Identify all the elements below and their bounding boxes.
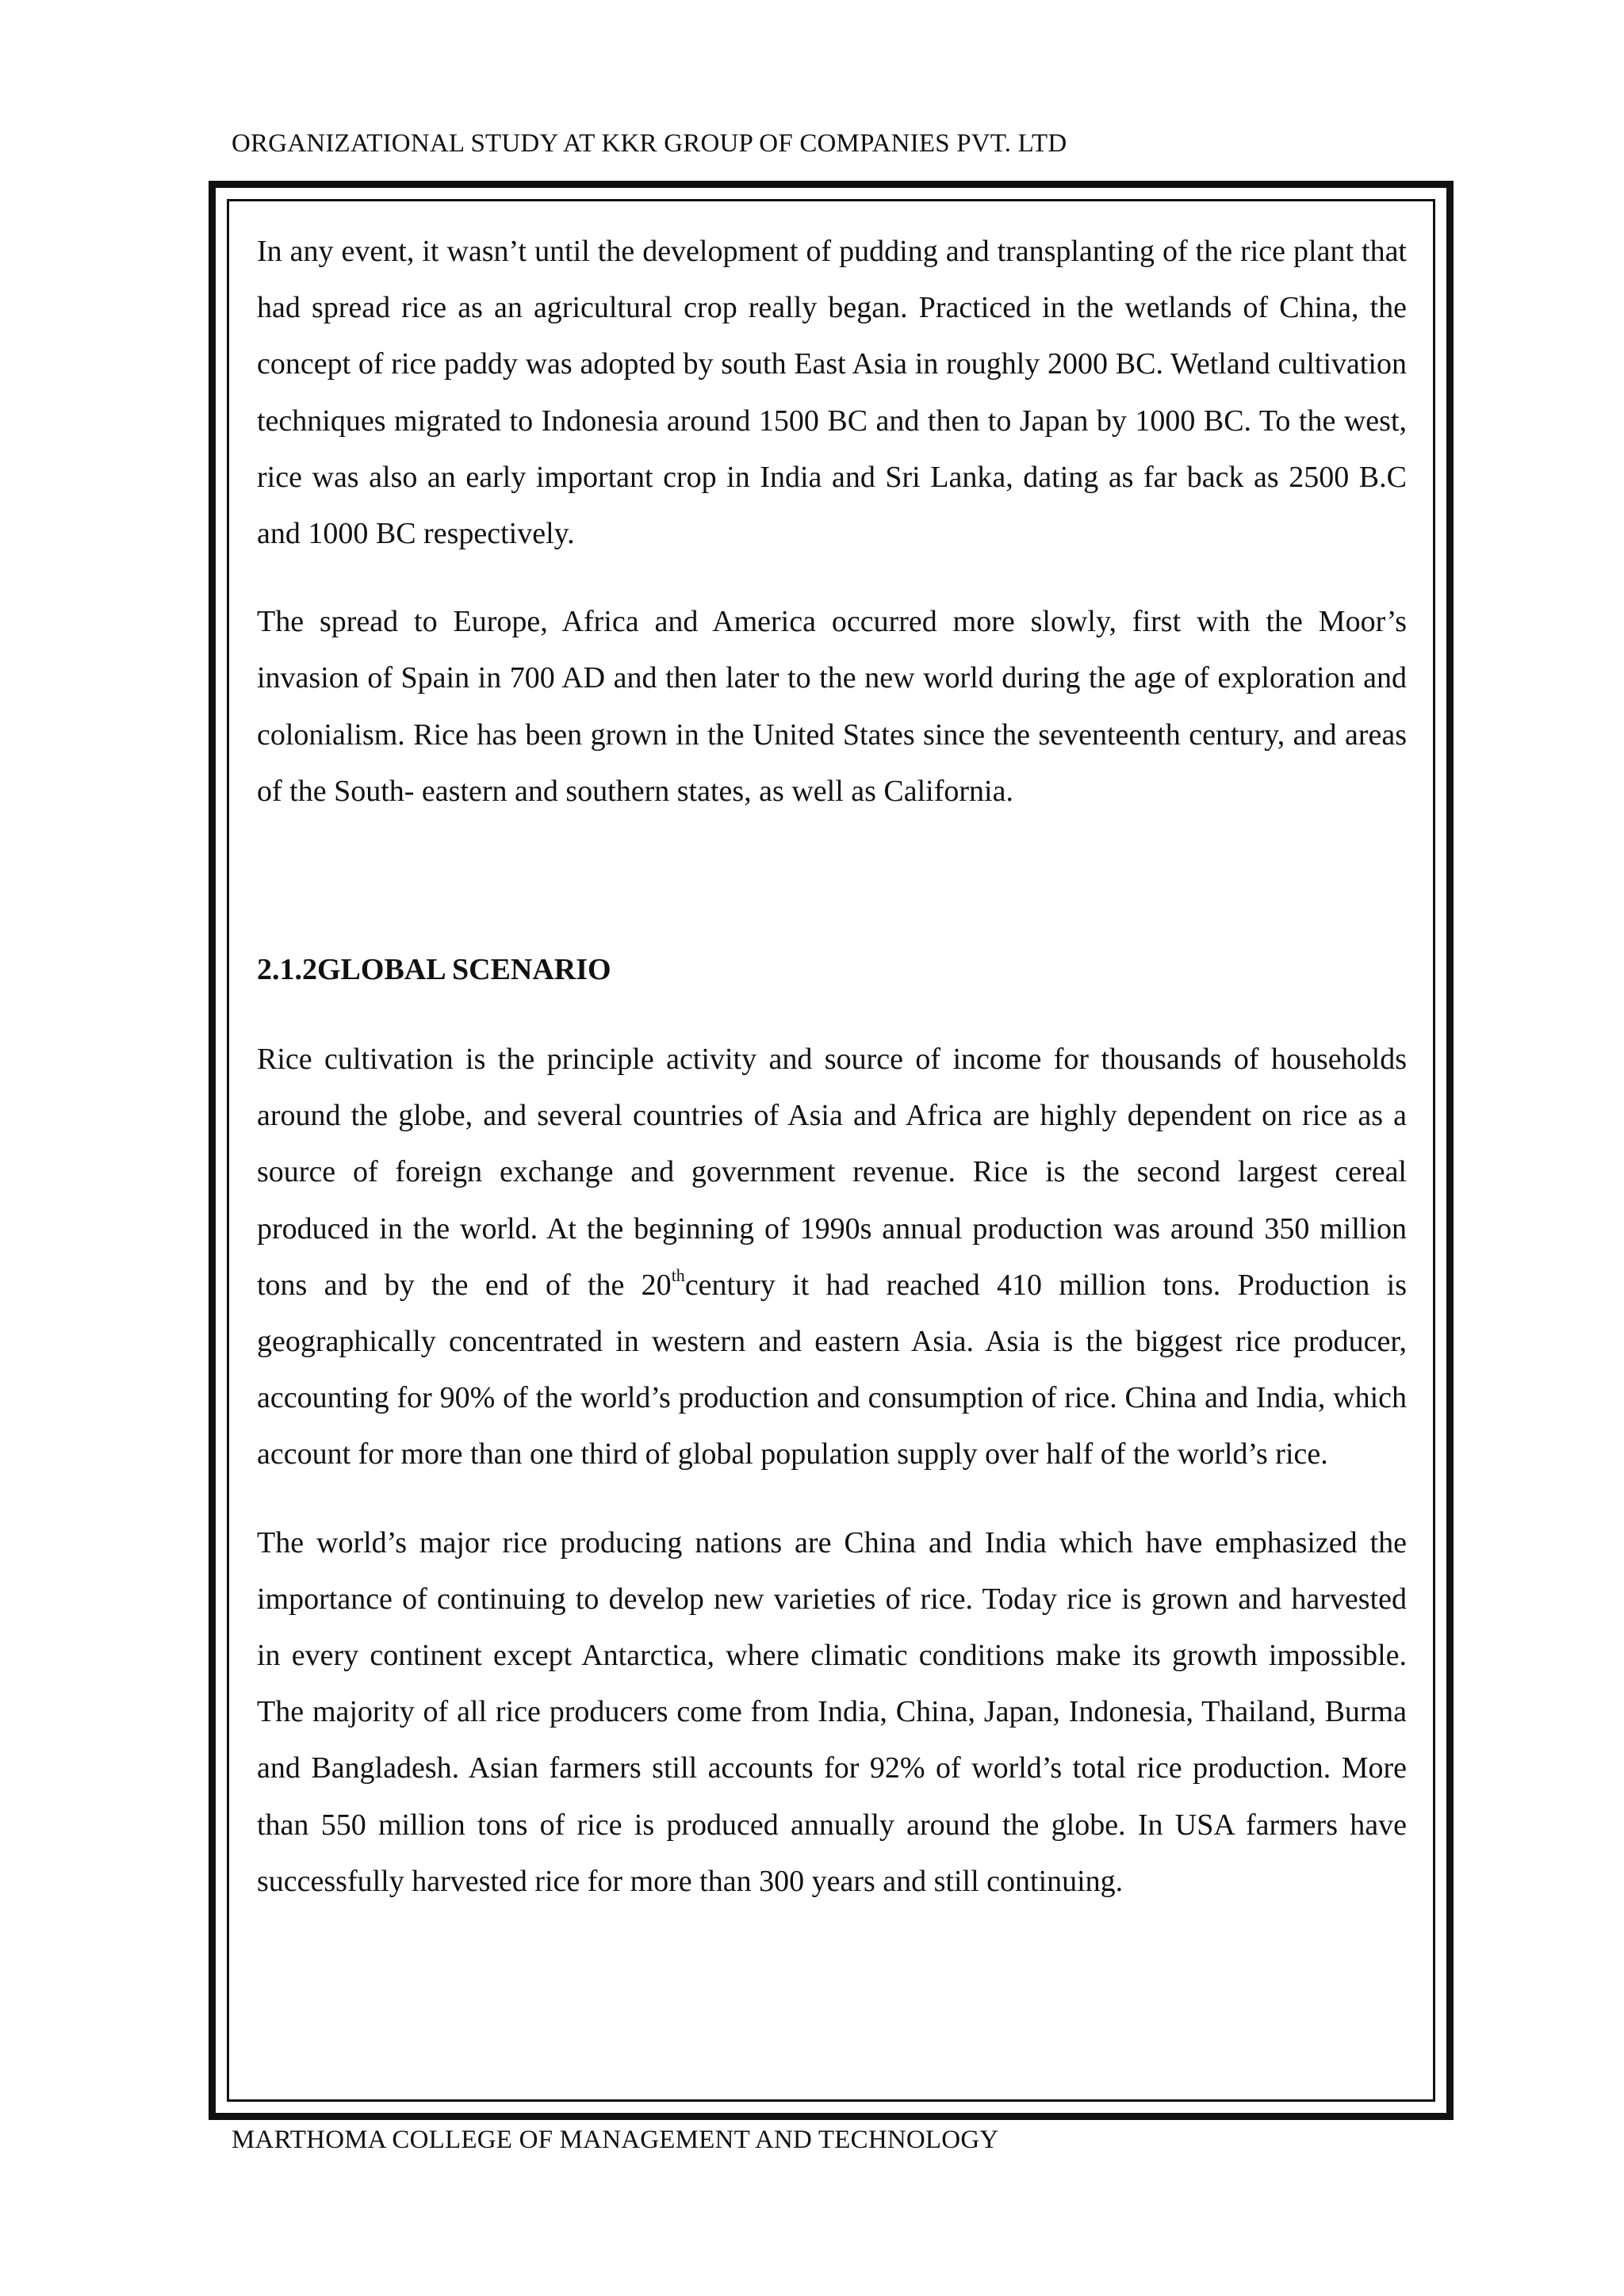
page-content: [257, 224, 1407, 1942]
running-footer: MARTHOMA COLLEGE OF MANAGEMENT AND TECHNOLOGY: [232, 2126, 999, 2154]
paragraph-global-scenario-part-2: century it had reached 410 million tons. Production is geographically concentrated in western and eastern Asia. Asia is the biggest rice producer, accounting for 90% of the world’s production and consumption of rice. China and India, which account for more than one third of global population supply over half of the world’s rice.: [257, 1268, 1407, 1471]
superscript-ordinal: th: [671, 1265, 685, 1286]
paragraph-rice-history: In any event, it wasn’t until the development of pudding and transplanting of the rice plant that had spread rice as an agricultural crop really began. Practiced in the wetlands of China, the concept of rice paddy was adopted by south East Asia in roughly 2000 BC. Wetland cultivation techniques migrated to Indonesia around 1500 BC and then to Japan by 1000 BC. To the west, rice was also an early important crop in India and Sri Lanka, dating as far back as 2500 B.C and 1000 BC respectively.: [257, 235, 1407, 551]
running-header: ORGANIZATIONAL STUDY AT KKR GROUP OF COMPANIES PVT. LTD: [232, 129, 1067, 158]
paragraph-major-producers: The world’s major rice producing nations are China and India which have emphasized the importance of continuing to develop new varieties of rice. Today rice is grown and harvested in every continent except Antarctica, where climatic conditions make its growth impossible. The majority of all rice producers come from India, China, Japan, Indonesia, Thailand, Burma and Bangladesh. Asian farmers still accounts for 92% of world’s total rice production. More than 550 million tons of rice is produced annually around the globe. In USA farmers have successfully harvested rice for more than 300 years and still continuing.: [257, 1525, 1407, 1898]
paragraph-rice-spread: The spread to Europe, Africa and America occurred more slowly, first with the Moor’s invasion of Spain in 700 AD and then later to the new world during the age of exploration and colonialism. Rice has been grown in the United States since the seventeenth century, and areas of the South- eastern and southern states, as well as California.: [257, 605, 1407, 808]
section-heading: 2.1.2GLOBAL SCENARIO: [257, 953, 611, 987]
paragraph-global-scenario: [257, 1031, 1407, 1483]
section-spacer: [257, 851, 1407, 942]
paragraph-global-scenario-part-1: Rice cultivation is the principle activity and source of income for thousands of households around the globe, and several countries of Asia and Africa are highly dependent on rice as a source of foreign exchange and government revenue. Rice is the second largest cereal produced in the world. At the beginning of 1990s annual production was around 350 million tons and by the end of the 20: [257, 1043, 1407, 1302]
